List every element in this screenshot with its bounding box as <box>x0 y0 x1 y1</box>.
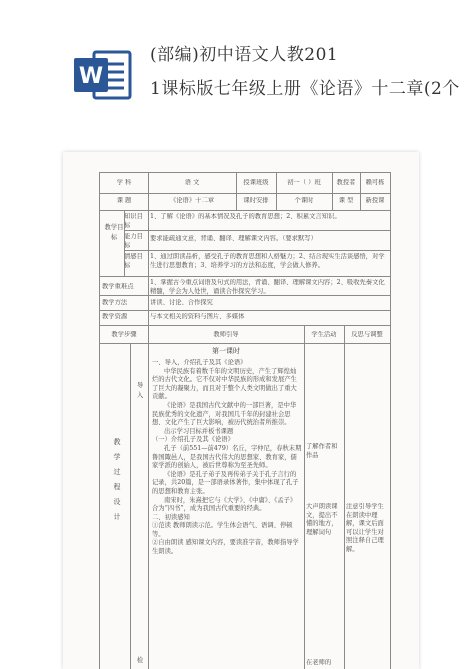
guide-paragraph: ①范读 教师朗读示范。学生体会语气、语调、停顿等。 <box>152 522 293 538</box>
ability-goal-text: 要求能疏通文意，背诵、翻译、理解课文内容。（要求默写） <box>150 235 317 242</box>
knowledge-goal-label: 知识目标 <box>124 213 143 229</box>
lesson-title: 第一课时 <box>212 347 240 355</box>
key-points-label: 教学重难点 <box>102 283 134 290</box>
subject-value: 语 文 <box>184 179 200 186</box>
class-label: 授课班级 <box>243 179 269 186</box>
teacher-guide-text <box>152 359 302 669</box>
goals-label: 教学目标 <box>104 224 124 241</box>
topic-label: 课 题 <box>116 197 132 204</box>
word-icon-letter: W <box>78 64 104 89</box>
type-label: 课 型 <box>338 197 354 204</box>
guide-paragraph: 南宋时，朱熹把它与《大学》、《中庸》、《孟子》合为“四书”，成为我国古代重要的经典。 <box>152 496 297 513</box>
resources-label: 教学资源 <box>102 313 128 320</box>
section-tag-intro: 导入 <box>136 382 144 399</box>
resources-text: 与本文相关的资料与图片、多媒体 <box>150 313 245 320</box>
guide-paragraph: 《论语》是我国古代文献中的一部巨著，是中华民族优秀的文化遗产，对我国几千年的封建社会思想、文化产生了巨大影响，被历代统治者所推崇。 <box>152 401 297 427</box>
process-vertical-label: 教学过程设计 <box>113 438 121 521</box>
hours-label: 课时安排 <box>243 197 269 204</box>
guide-paragraph: 出示学习目标并板书课题 <box>164 427 234 435</box>
document-preview-page[interactable] <box>63 152 419 669</box>
method-label: 教学方法 <box>102 299 128 306</box>
document-title-line2: 1课标版七年级上册《论语》十二章(2个 <box>150 79 460 99</box>
key-points-text: 1、掌握古今重点词语及句式的用法，背诵、翻译、理解课文内容；2、吸收先秦文化精髓，学会为人处世，诵读合作探究学习。 <box>150 279 385 295</box>
guide-paragraph: 《论语》是孔子弟子及再传弟子关于孔子言行的记录，共20篇，是一部语录体著作，集中体现了孔子的思想和教育主张。 <box>152 470 299 495</box>
subject-label: 学 科 <box>116 179 132 186</box>
word-document-icon <box>72 44 134 106</box>
guide-paragraph: （一）介绍孔子及其《论语》 <box>152 436 234 444</box>
emotion-goal-text: 1、通过朗读品析，感受孔子的教育思想和人格魅力；2、结合现实生活谈感悟，对学生进行思想教育；3、培养学习的方法和态度，学会做人修养。 <box>150 253 385 269</box>
process-activity-header: 学生活动 <box>311 331 337 338</box>
activity-text-1: 了解作者和作品 <box>306 443 338 459</box>
ability-goal-label: 能力目标 <box>124 233 143 249</box>
topic-value: 《论语》十二章 <box>169 197 215 204</box>
process-steps-header: 教学步骤 <box>111 331 137 338</box>
lesson-plan-table <box>99 172 391 669</box>
section-tag-check: 检 <box>136 657 144 664</box>
guide-paragraph: 中华民族有着数千年的文明历史，产生了辉煌灿烂的古代文化。它不仅对中华民族的形成和发展产生了巨大的凝聚力，而且对于整个人类文明做出了重大贡献。 <box>152 367 297 401</box>
process-guide-header: 教师引导 <box>213 331 239 338</box>
hours-value: 个课时 <box>294 197 314 204</box>
teacher-value: 赖可栋 <box>365 179 385 186</box>
document-title <box>150 38 474 106</box>
class-value: 初一（ ）班 <box>287 179 321 186</box>
reflect-text: 注意引导学生在朗读中理解，课文后面可以让学生对照注释自己理解。 <box>346 503 384 553</box>
knowledge-goal-text: 1、了解《论语》的基本情况及孔子的教育思想；2、积累文言知识。 <box>150 213 341 220</box>
preview-header <box>0 0 474 160</box>
document-title-line1: (部编)初中语文人教201 <box>150 45 339 65</box>
activity-text-2: 大声朗读课文，提出不懂的地方，理解词句 <box>306 503 338 536</box>
process-reflect-header: 反思与调整 <box>351 331 383 338</box>
activity-text-3: 在老师的 <box>306 659 332 666</box>
guide-paragraph: ②自由朗读 感知课文内容，要读准字音，教师指导学生朗读。 <box>152 539 299 556</box>
guide-paragraph: 二、初读感知 <box>152 513 190 521</box>
emotion-goal-label: 情感目标 <box>124 253 143 269</box>
guide-paragraph: 一、导入，介绍孔子及其《论语》 <box>152 359 247 366</box>
guide-paragraph: 孔子（前551—前479）名丘，字仲尼，春秋末期鲁国陬邑人，是我国古代伟大的思想家、教育家，儒家学派的创始人，被后世尊称为至圣先师。 <box>152 444 302 470</box>
method-text: 讲读、讨论、合作探究 <box>150 299 213 306</box>
teacher-label: 教授者 <box>336 179 356 186</box>
type-value: 新授课 <box>365 197 385 204</box>
